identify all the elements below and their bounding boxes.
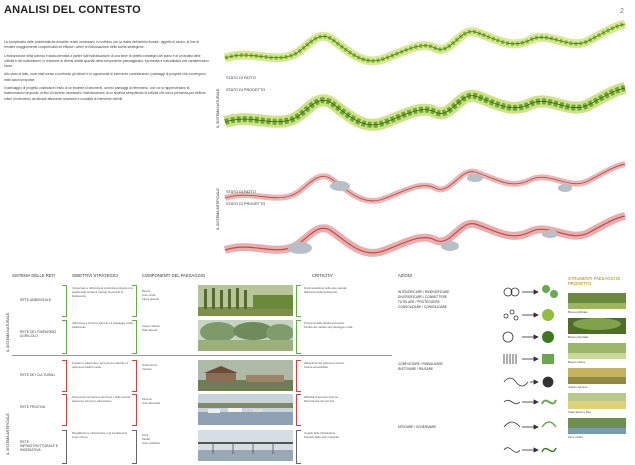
row-label-rete-agricola: RETE DEL RISPARMIO AGRICOLO [20, 330, 57, 338]
row-label-rete-ambientale: RETE AMBIENTALE [20, 298, 52, 302]
criticality-text: Pressione delle attività antropiche. Perdita dei caratteri del paesaggio rurale. [304, 322, 354, 329]
photo-strumento-bosco-artificiale [568, 293, 626, 309]
header-azioni: AZIONI [398, 273, 412, 278]
strumento-label: Spazi aperti e filari [568, 410, 592, 414]
icon-complete [504, 377, 553, 387]
page-number: 2 [620, 8, 624, 15]
row-label-rete-infrastrutturale: RETE INFRASTRUTTURALE E INSEDIATIVA [20, 440, 59, 452]
photo-river-boats [198, 394, 293, 425]
icon-diversify [504, 309, 554, 321]
component-text: Percorsi Aree attrezzate [142, 398, 161, 405]
map-artificial-stato-progetto [225, 216, 625, 254]
photo-strumento-spazi-aperti [568, 393, 626, 409]
strumento-label: Colture arboree [568, 385, 588, 389]
icon-screen [504, 448, 556, 453]
strumento-label: Bosco artificiale [568, 310, 588, 314]
intro-paragraph: Allo stato di fatto, sono stati messi a confronto gli stimoli e le opportunità di intervento considerando i paesaggi di progetto che convergono nelle azioni proposte. [4, 72, 206, 82]
header-obiettivi: OBIETTIVI STRATEGICI [72, 273, 119, 278]
header-componenti: COMPONENTI DEL PAESAGGIO [142, 273, 206, 278]
row-bracket [296, 360, 301, 392]
component-text: Campi coltivati Filari alberati [142, 325, 160, 332]
side-label-artificiale: IL SISTEMA ARTIFICIALE [6, 413, 10, 455]
side-label-naturale: IL SISTEMA NATURALE [6, 312, 10, 352]
photo-bridge [198, 430, 293, 461]
row-bracket [62, 394, 67, 426]
photo-rural-buildings [198, 360, 293, 391]
label-stato-fatto-natural: STATO DI FATTO [226, 76, 256, 80]
action-group-2: COMPLETARE / RINSALDARE RIATTIVARE / RIUSARE [398, 362, 443, 371]
icon-intensify [504, 285, 558, 298]
row-bracket [132, 360, 137, 392]
strumento-label: Zone umide [568, 435, 583, 439]
icon-connect [503, 331, 554, 343]
row-bracket [132, 285, 137, 317]
photo-agricultural-field [198, 320, 293, 351]
row-divider [12, 355, 392, 356]
header-strumenti: STRUMENTI PAESAGGI DI PROGETTO [568, 276, 621, 286]
header-criticita: CRITICITA' [312, 273, 333, 278]
row-bracket [62, 360, 67, 392]
row-bracket [296, 285, 301, 317]
label-sistema-naturale-map: IL SISTEMA NATURALE [216, 88, 220, 128]
photo-strumento-bosco-urbano [568, 343, 626, 359]
photo-strumento-bosco-planiziale [568, 318, 626, 334]
label-sistema-artificiale-map: IL SISTEMA ARTIFICIALE [216, 188, 220, 230]
component-text: Boschi Aree umide Fasce ripariali [142, 290, 159, 301]
page-title: ANALISI DEL CONTESTO [4, 4, 141, 16]
row-bracket [132, 430, 137, 464]
row-bracket [62, 320, 67, 354]
objective-text: Tutelare e valorizzare i beni storico-culturali e il patrimonio edilizio rurale. [72, 362, 128, 369]
strumento-label: Bosco planiziale [568, 335, 589, 339]
row-bracket [132, 320, 137, 354]
row-bracket [296, 394, 301, 426]
header-sistema: SISTEMA DELLE RETI [12, 273, 56, 278]
row-label-rete-culturali: RETE DEI CULTURALI [20, 373, 56, 377]
intro-text [4, 40, 209, 105]
action-group-1: INTENSIFICARE / RIDENSIFICARE DIVERSIFICARE / CONNETTERE TUTELARE / PROTEGGERE CONSOLIDARE / CONSOLIDARE [398, 290, 450, 309]
row-label-rete-fruitiva: RETE FRUITIVA [20, 405, 46, 409]
component-text: Nuclei storici Cascine [142, 364, 158, 371]
criticality-text: Impatto delle infrastrutture. Degrado delle aree marginali. [304, 432, 340, 439]
criticality-text: Difficoltà di accesso al fiume. Discontinuità dei percorsi. [304, 396, 339, 403]
row-bracket [62, 285, 67, 317]
action-group-3: MITIGARE / SCHERMARE [398, 425, 437, 429]
label-stato-progetto-artificial: STATO DI PROGETTO [226, 202, 266, 206]
photo-strumento-colture-arboree [568, 368, 626, 384]
strumento-label: Bosco urbano [568, 360, 586, 364]
intro-paragraph: Il paesaggio di progetto costituisce l'esito di un insieme di strumenti, ovvero paesaggi di riferimento, con cui si rappresentano le trasformazioni proposte, al fine di rendere necessario l'individuazione di un sistema semplificato di criticità che sia la premessa per definire criteri di intervento da attuare attraverso strumenti e modalità di intervento definiti. [4, 86, 206, 101]
intro-paragraph: La complessità delle problematiche descritte rende necessario il confronto con la realtà dell'ambito fluviale, oggetto di studio, al fine di rendere maggiormente comprensibili ed efficaci i criteri di individuazione delle scelte strategiche. [4, 40, 199, 50]
row-bracket [296, 320, 301, 354]
objective-text: Conservare e rafforzare la continuità ecologica e la qualità degli ambienti naturali, favorendo la biodiversità. [72, 287, 133, 298]
row-bracket [132, 394, 137, 426]
criticality-text: Abbandono del patrimonio storico. Scarsa accessibilità. [304, 362, 345, 369]
photo-strumento-zone-umide [568, 418, 626, 434]
row-bracket [296, 430, 301, 464]
component-text: Ponti Strade Aree produttive [142, 434, 161, 445]
photo-poplar-woods [198, 285, 293, 316]
objective-text: Promuovere la fruizione del fiume e delle sponde attraverso percorsi e attrezzature. [72, 396, 131, 403]
icon-protect [504, 354, 554, 364]
icon-mitigate [504, 422, 556, 429]
river-maps [220, 10, 630, 270]
objective-text: Riqualificare le infrastrutture e gli insediamenti lungo il fiume. [72, 432, 127, 439]
icon-reactivate [504, 400, 556, 404]
map-natural-stato-progetto [225, 88, 625, 125]
objective-text: Valorizzare il territorio agricolo e il paesaggio rurale tradizionale. [72, 322, 133, 329]
row-bracket [62, 430, 67, 464]
label-stato-fatto-artificial: STATO DI FATTO [226, 190, 256, 194]
map-natural-stato-fatto [225, 24, 625, 61]
intro-paragraph: L'elaborazione della scheda è stata orientata a partire dall'individuazione di una serie di obiettivi strategici del piano e di un'analisi delle criticità e dei sottosistemi, in relazione ai diversi ambiti spaziali della componente paesaggistica, funzionale e naturalistica che caratterizzano l'area. [4, 53, 209, 69]
action-icons [500, 282, 562, 462]
map-artificial-stato-fatto [225, 164, 625, 201]
criticality-text: Frammentazione delle aree naturali. Riduzione della biodiversità. [304, 287, 348, 294]
label-stato-progetto-natural: STATO DI PROGETTO [226, 88, 266, 92]
